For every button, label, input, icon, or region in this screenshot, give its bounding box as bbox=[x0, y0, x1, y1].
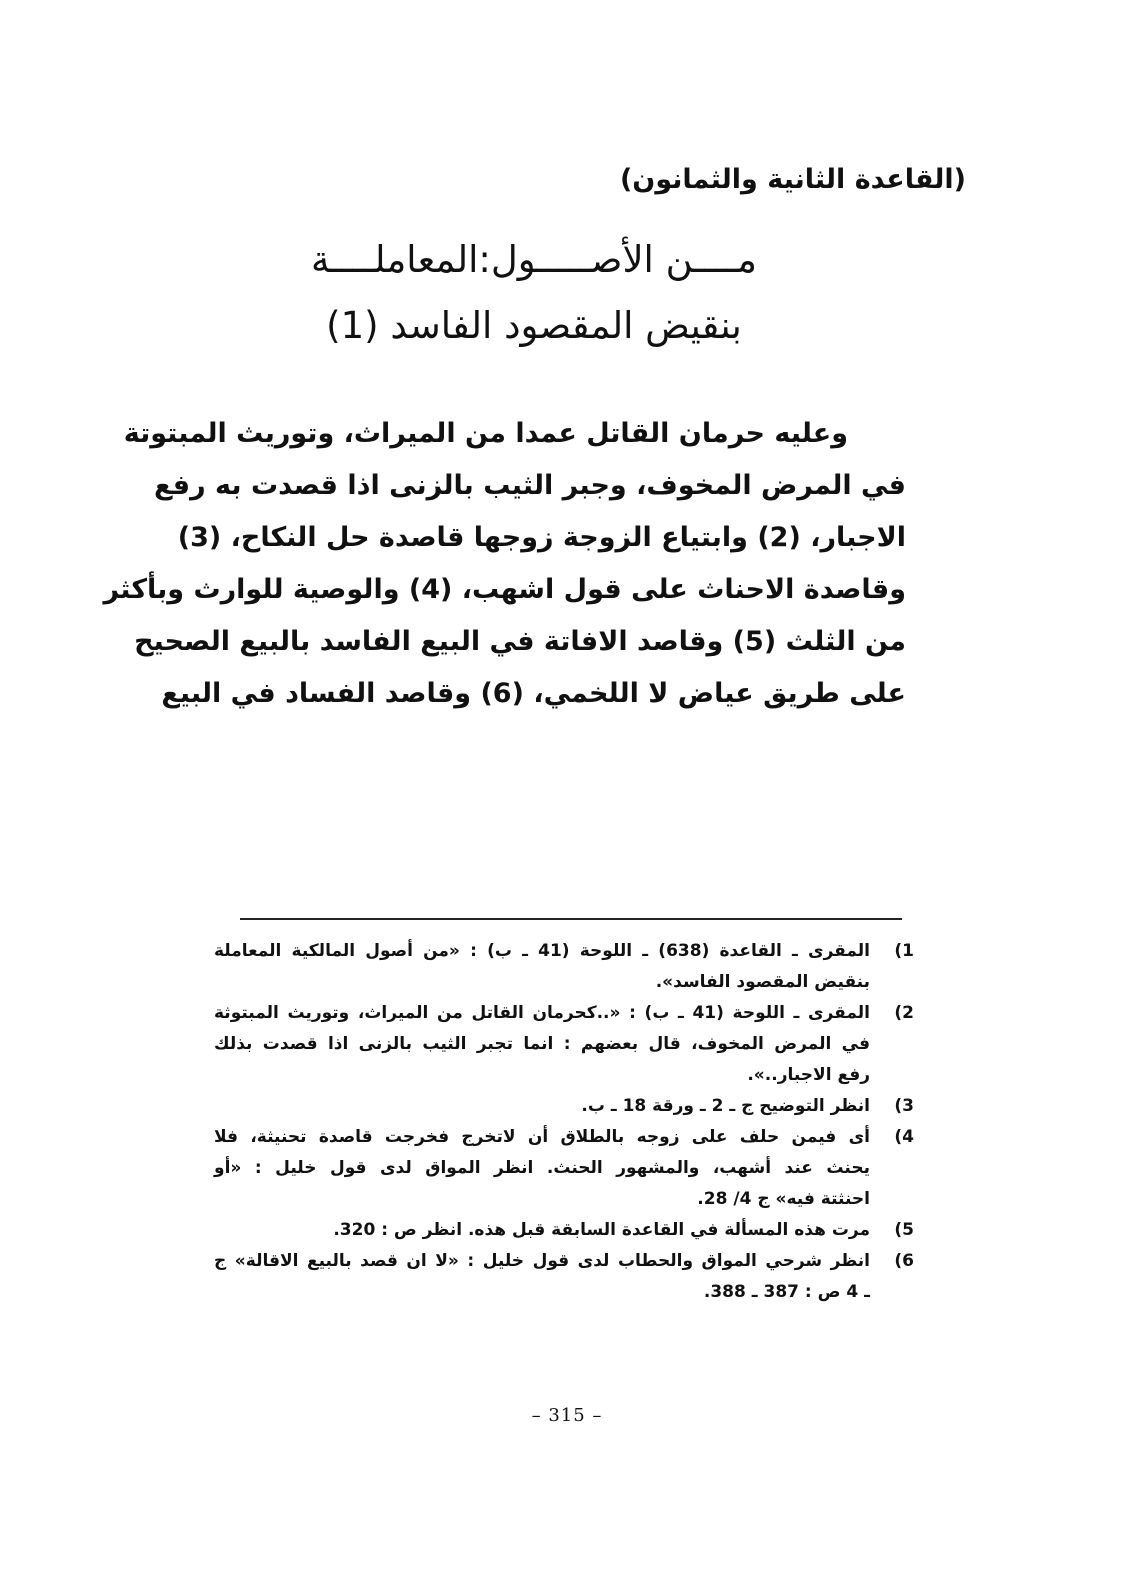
body-paragraph bbox=[103, 408, 906, 720]
footnote-line: انظر التوضيح ج ـ 2 ـ ورقة 18 ـ ب. bbox=[581, 1096, 870, 1116]
footnote-separator bbox=[240, 918, 902, 920]
footnote-line: بنقيض المقصود الفاسد». bbox=[655, 972, 870, 992]
footnote-line: انظر شرحي المواق والحطاب لدى قول خليل : «لا ان قصد بالبيع الاقالة» ج bbox=[214, 1251, 870, 1271]
footnote-number: (5 bbox=[894, 1220, 914, 1240]
rule-heading: (القاعدة الثانية والثمانون) bbox=[619, 164, 966, 195]
footnote-line: المقرى ـ اللوحة (41 ـ ب) : «..كحرمان القاتل من الميراث، وتوريث المبتوثة bbox=[214, 1003, 870, 1023]
footnote-6 bbox=[214, 1246, 914, 1308]
footnote-4 bbox=[214, 1122, 914, 1215]
footnote-number: (1 bbox=[894, 941, 914, 961]
footnote-line: في المرض المخوف، قال بعضهم : انما تجبر الثيب بالزنى اذا قصدت بذلك bbox=[214, 1034, 870, 1054]
footnote-line: ـ 4 ص : 387 ـ 388. bbox=[703, 1282, 870, 1302]
title-line-1: مــــن الأصـــــول:المعاملــــة bbox=[311, 238, 757, 281]
footnote-5 bbox=[214, 1215, 914, 1246]
footnote-number: (4 bbox=[894, 1127, 914, 1147]
page-number: – 315 – bbox=[531, 1405, 603, 1426]
footnote-line: المقرى ـ القاعدة (638) ـ اللوحة (41 ـ ب) : «من أصول المالكية المعاملة bbox=[214, 941, 870, 961]
footnote-number: (2 bbox=[894, 1003, 914, 1023]
footnote-1 bbox=[214, 936, 914, 998]
footnotes bbox=[214, 936, 914, 1308]
body-line: من الثلث (5) وقاصد الافاتة في البيع الفاسد بالبيع الصحيح bbox=[134, 626, 906, 657]
body-line: على طريق عياض لا اللخمي، (6) وقاصد الفساد في البيع bbox=[161, 678, 906, 709]
body-line: وعليه حرمان القاتل عمدا من الميراث، وتوريث المبتوتة bbox=[123, 418, 848, 449]
footnote-line: أى فيمن حلف على زوجه بالطلاق أن لاتخرج فخرجت قاصدة تحنيثة، فلا bbox=[214, 1127, 870, 1147]
footnote-3 bbox=[214, 1091, 914, 1122]
title-line-2: بنقيض المقصود الفاسد (1) bbox=[326, 304, 742, 347]
footnote-number: (6 bbox=[894, 1251, 914, 1271]
footnote-2 bbox=[214, 998, 914, 1091]
footnote-line: مرت هذه المسألة في القاعدة السابقة قبل هذه. انظر ص : 320. bbox=[333, 1220, 870, 1240]
footnote-line: احنثتة فيه» ج 4/ 28. bbox=[697, 1189, 870, 1209]
body-line: وقاصدة الاحناث على قول اشهب، (4) والوصية للوارث وبأكثر bbox=[103, 574, 906, 605]
body-line: في المرض المخوف، وجبر الثيب بالزنى اذا قصدت به رفع bbox=[153, 470, 906, 501]
body-line: الاجبار، (2) وابتياع الزوجة زوجها قاصدة حل النكاح، (3) bbox=[177, 522, 906, 553]
footnote-line: رفع الاجبار..». bbox=[747, 1065, 870, 1085]
footnote-line: يحنث عند أشهب، والمشهور الحنث. انظر المواق لدى قول خليل : «أو bbox=[214, 1158, 870, 1178]
footnote-number: (3 bbox=[894, 1096, 914, 1116]
